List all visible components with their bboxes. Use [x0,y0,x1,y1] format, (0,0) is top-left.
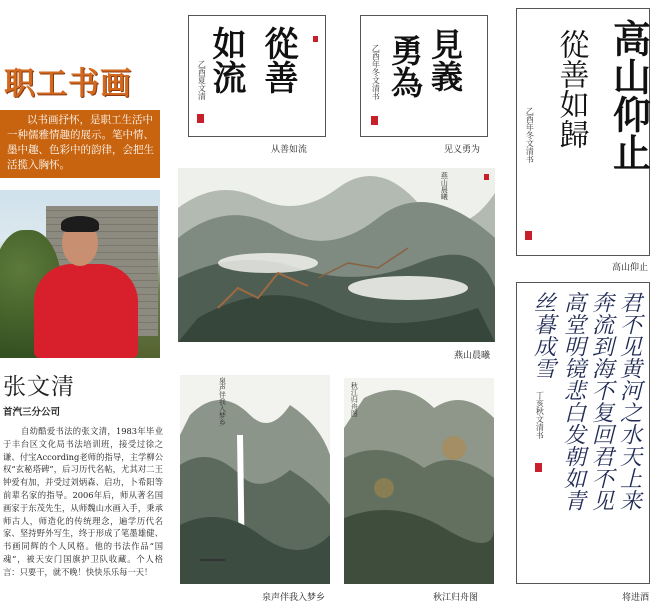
work-caption: 将进酒 [622,593,650,603]
painting-inscription: 泉声伴我入梦乡 [218,377,227,426]
calligraphy-line-3: 高堂明镜悲白发朝如青 [560,291,586,511]
landscape-artwork [180,375,330,584]
artist-name: 张文清 [3,374,75,400]
work-caption: 高山仰止 [612,263,649,273]
intro-text: 以书画抒怀，是职工生活中一种儒雅情趣的展示。笔中情、墨中趣、色彩中的韵律，会把生活揽入胸怀。 [7,114,154,171]
calligraphy-line-2: 奔流到海不复回君不见 [588,291,614,511]
landscape-artwork [344,378,494,584]
calligraphy-work-7[interactable] [516,282,650,584]
landscape-painting-3[interactable] [344,378,494,584]
calligraphy-text-left: 勇為 [386,34,424,98]
landscape-painting-2[interactable] [180,375,330,584]
seal-stamp [525,231,532,240]
seal-stamp [484,174,489,180]
work-caption: 从善如流 [271,145,308,155]
seal-stamp [535,463,542,472]
calligraphy-text-left: 如流 [206,26,246,94]
calligraphy-text-right: 高山仰止 [606,19,652,171]
signature: 乙酉年冬文清书 [371,44,381,100]
calligraphy-work-3[interactable] [516,8,650,256]
calligraphy-work-1[interactable] [188,15,326,137]
calligraphy-work-2[interactable] [360,15,488,137]
artist-hair [61,216,99,232]
calligraphy-text-left: 從善如歸 [553,29,589,149]
calligraphy-line-1: 君不见黄河之水天上来 [616,291,642,511]
painting-inscription: 秋江归舟图 [350,382,359,417]
page-title: 职工书画 [4,66,132,102]
painting-inscription: 燕山晨曦 [440,172,449,200]
signature: 乙酉年冬文清书 [525,107,535,163]
landscape-painting-1[interactable] [178,168,495,342]
signature: 丁亥秋文清书 [535,391,545,439]
artist-unit: 首汽三分公司 [3,407,61,418]
artist-photo [0,190,160,358]
signature: 乙酉夏文清 [197,60,207,100]
artist-figure [34,264,138,358]
calligraphy-text-right: 見義 [426,28,464,92]
artist-bio: 自幼酷爱书法的张文清，1983年毕业于丰台区文化局书法培训班，接受过徐之谦、付宝According老师的指导，主学柳公权“玄秘塔碑”，后习历代名帖，尤其对二王钟爱有加，并受过刘炳森、启功，卜希阳等前辈名家的指导。2006年后，师从著名国画家于东茂先生，从师魏山水画入手，秉承师古人，师造化的传统理念，遍学历代名家、坚持野外写生，终于形成了笔墨雄健、书画同辉的个人风格。他的书法作品“国魂”，被天安门国旗护卫队收藏。个人格言：只要干，就不晚！快快乐乐每一天！ [3,426,163,577]
work-caption: 泉声伴我入梦乡 [262,593,326,603]
work-caption: 见义勇为 [444,145,481,155]
seal-stamp [313,36,318,42]
work-caption: 秋江归舟图 [433,593,479,603]
seal-stamp [197,114,204,123]
calligraphy-line-4: 丝暮成雪 [530,291,556,379]
calligraphy-text-right: 從善 [258,26,298,94]
seal-stamp [371,116,378,125]
work-caption: 燕山晨曦 [454,351,491,361]
